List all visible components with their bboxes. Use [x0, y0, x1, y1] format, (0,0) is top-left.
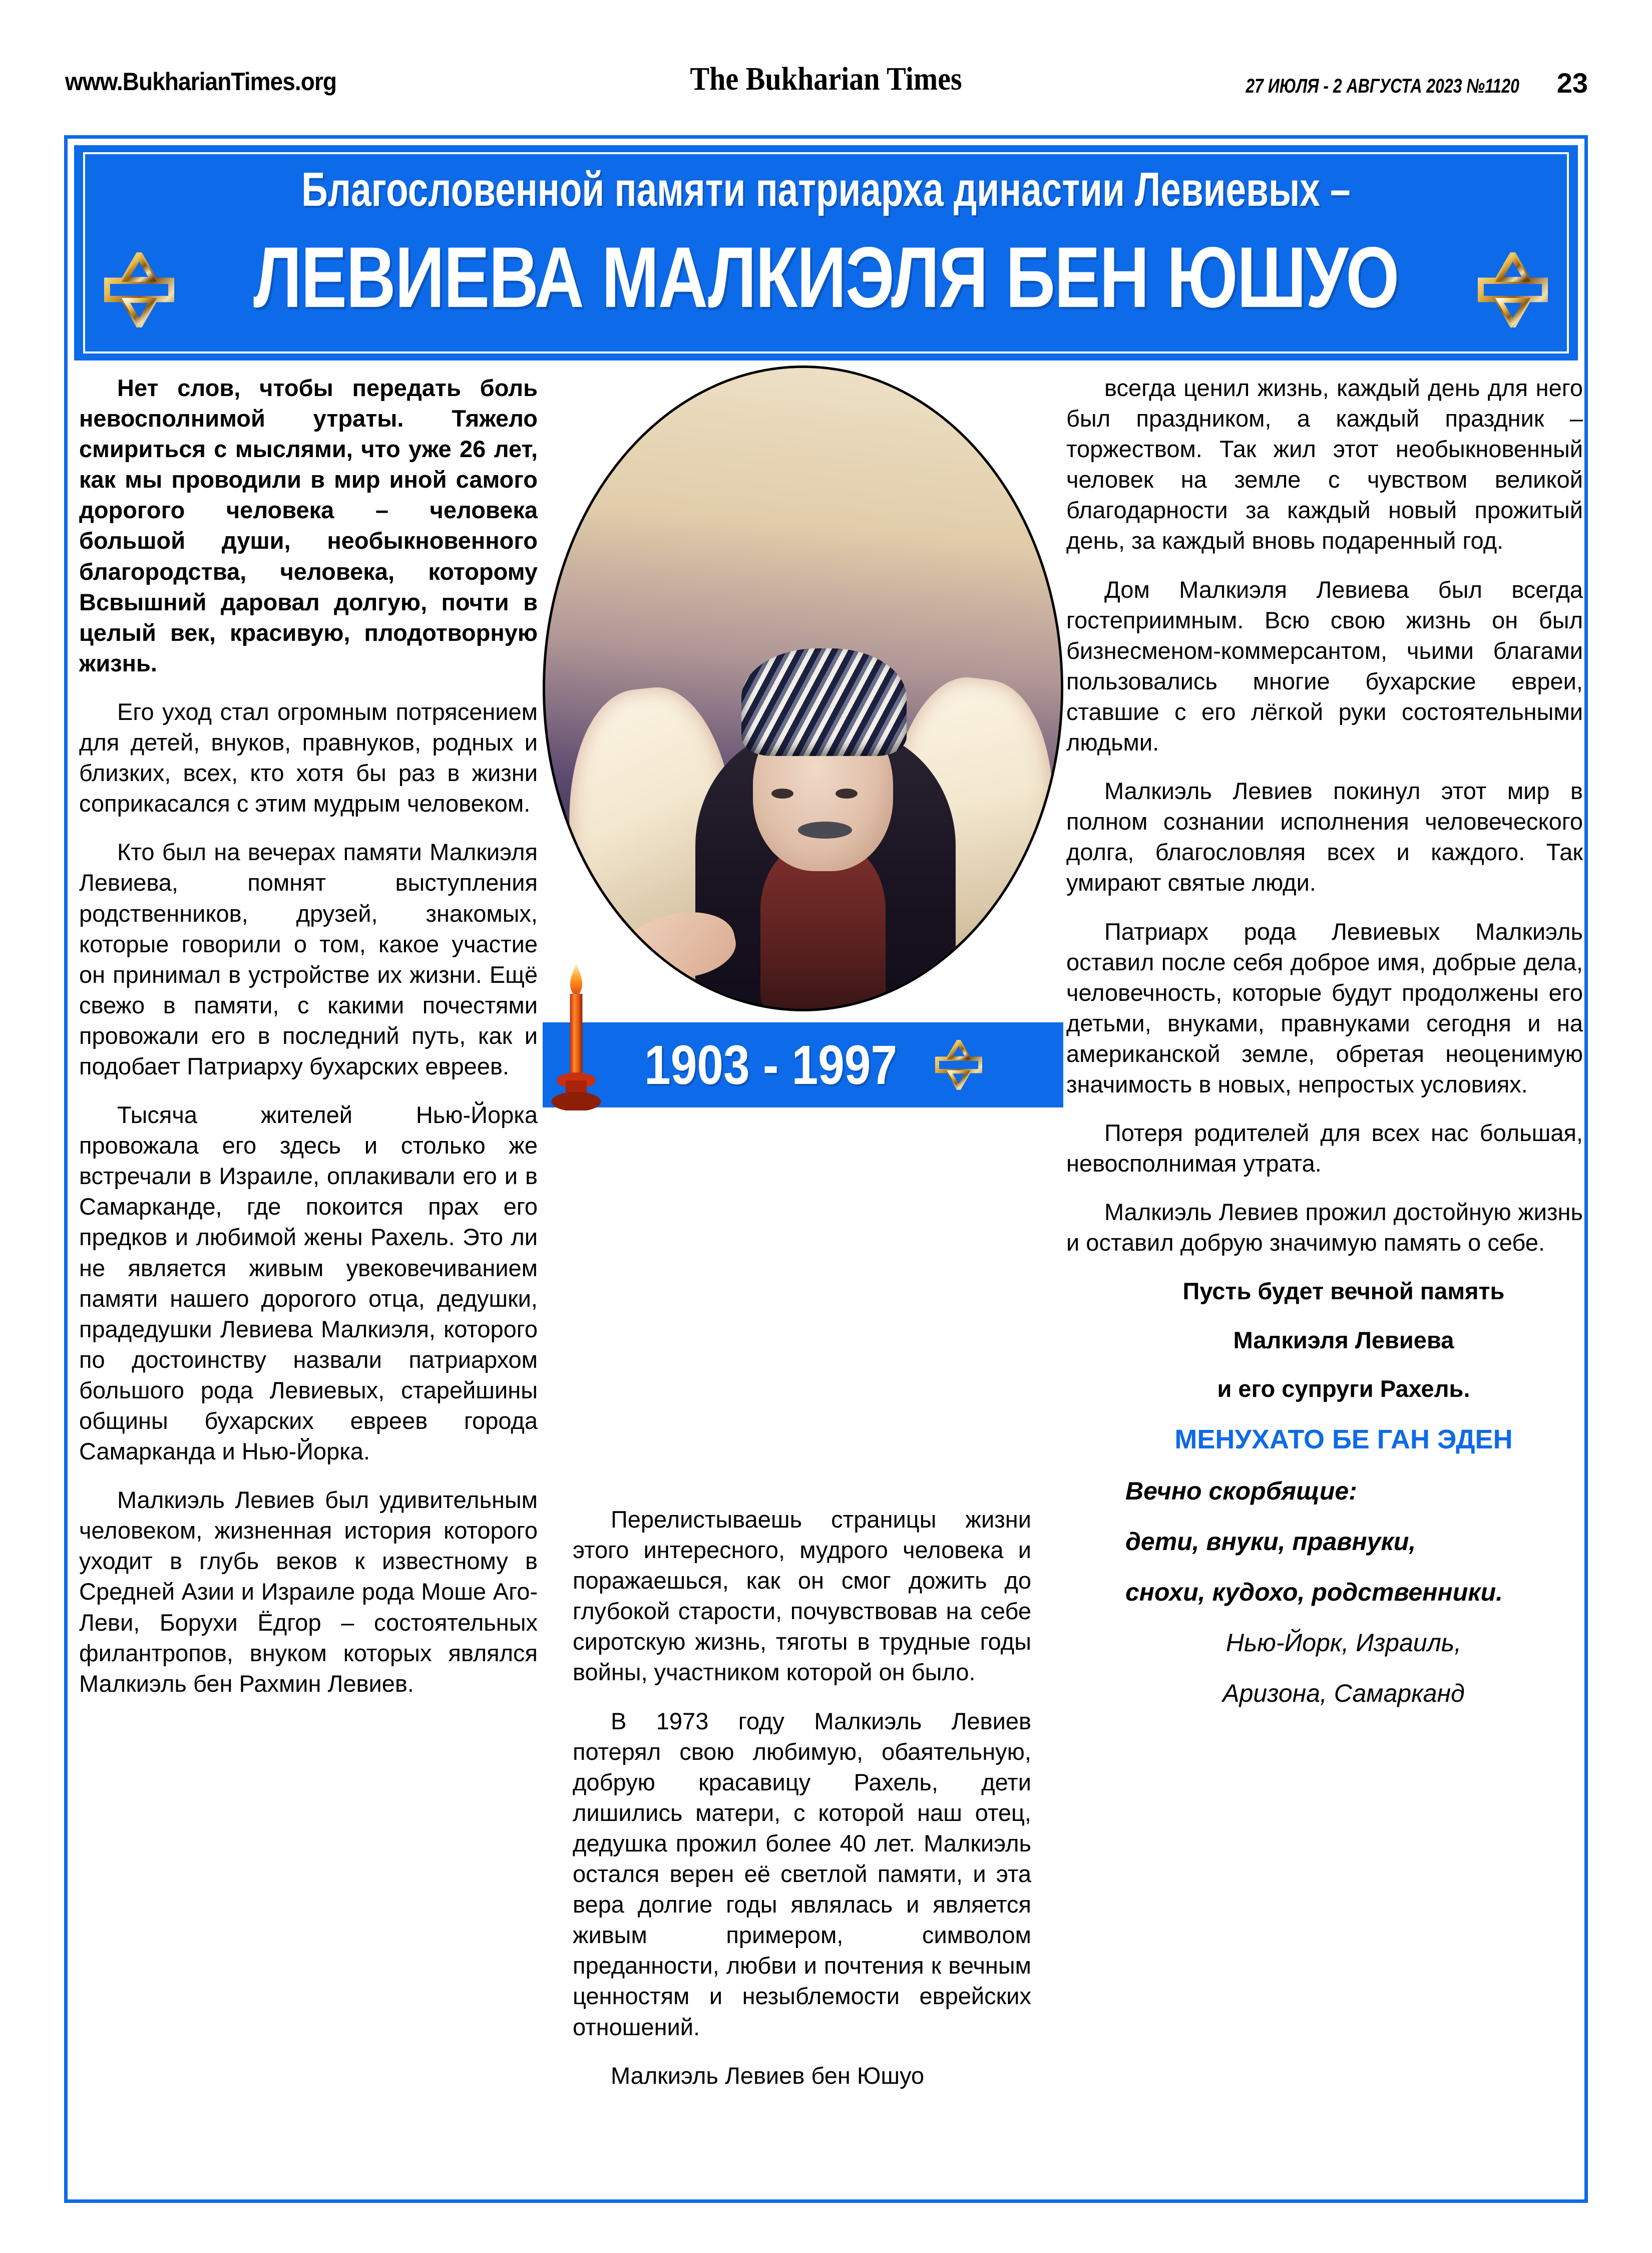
star-of-david-icon	[935, 1040, 982, 1090]
paragraph: Дом Малкиэля Левиева был всегда гостеприимным. Всю свою жизнь он был бизнесменом-коммерсантом, чьими благами пользовались многие бухарские евреи, ставшие с его лёгкой руки состоятельными людьми.	[1066, 576, 1583, 756]
memorial-title-banner	[74, 145, 1578, 360]
article-frame	[64, 135, 1588, 2203]
mourners-line-3: снохи, кудохо, родственники.	[1125, 1578, 1503, 1606]
text-column-3	[1066, 372, 1583, 1710]
banner-subtitle: Благословенной памяти патриарха династии Левиевых –	[301, 163, 1351, 216]
paragraph: Кто был на вечерах памяти Малкиэля Левиева, помнят выступления родственников, друзей, знакомых, которые говорили о том, какое участие он принимал в устройстве их жизни. Ещё свежо в памяти, с какими почестями провожали его в последний путь, как и подобает Патриарху бухарских евреев.	[79, 839, 538, 1079]
newspaper-title: The Bukharian Times	[690, 61, 962, 97]
paragraph: всегда ценил жизнь, каждый день для него был праздником, а каждый праздник – торжеством. Так жил этот необыкновенный человек на земле с чувством великой благодарности за каждый новый прожитый день, за каждый вновь подаренный год.	[1066, 374, 1583, 554]
website-url[interactable]: www.BukharianTimes.org	[65, 68, 337, 96]
menuhato-blessing: МЕНУХАТО БЕ ГАН ЭДЕН	[1174, 1424, 1513, 1454]
page-number: 23	[1556, 67, 1588, 99]
life-dates-banner	[543, 1022, 1063, 1107]
mourners-line-1: Вечно скорбящие:	[1125, 1476, 1357, 1505]
paragraph: Перелистываешь страницы жизни этого интересного, мудрого человека и поражаешься, как он смог дожить до глубокой старости, почувствовав на себе сиротскую жизнь, тяготы в трудные годы войны, участником которой он было.	[573, 1506, 1031, 1686]
paragraph: Тысяча жителей Нью-Йорка провожала его здесь и столько же встречали в Израиле, оплакивали его и в Самарканде, где покоится прах его предков и любимой жены Рахель. Это ли не является живым увековечиванием памяти нашего дорогого отца, дедушки, прадедушки Левиева Малкиэля, которого по достоинству назвали патриархом большого рода Левиевых, старейшины общины бухарских евреев города Самарканда и Нью-Йорка.	[79, 1101, 538, 1465]
paragraph: Малкиэль Левиев бен Юшуо	[611, 2062, 925, 2089]
subject-moustache	[798, 822, 852, 839]
closing-line-1: Пусть будет вечной память	[1182, 1278, 1505, 1305]
paragraph: Потеря родителей для всех нас большая, невосполнимая утрата.	[1066, 1119, 1583, 1177]
banner-name: ЛЕВИЕВА МАЛКИЭЛЯ БЕН ЮШУО	[253, 229, 1399, 325]
paragraph: Малкиэль Левиев прожил достойную жизнь и оставил добрую значимую память о себе.	[1066, 1199, 1583, 1256]
banner-inner-border	[83, 152, 1569, 353]
paragraph: Нет слов, чтобы передать боль невосполнимой утраты. Тяжело смириться с мыслями, что уже 26 лет, как мы проводили в мир иной самого дорогого человека – человека большой души, необыкновенного благородства, человека, которому Всвышний даровал долгую, почти в целый век, красивую, плодотворную жизнь.	[79, 374, 538, 676]
memorial-candle-icon	[549, 960, 604, 1110]
closing-line-2: Малкиэля Левиева	[1233, 1326, 1454, 1353]
paragraph: В 1973 году Малкиэль Левиев потерял свою любимую, обаятельную, добрую красавицу Рахель, дети лишились матери, с которой наш отец, дедушка прожил более 40 лет. Малкиэль остался верен её светлой памяти, и эта вера долгие годы являлась и является живым примером, символом преданности, любви и почтения к вечным ценностям и незыблемости еврейских отношений.	[573, 1707, 1031, 2040]
places-line-1: Нью-Йорк, Израиль,	[1225, 1628, 1462, 1657]
karakul-hat	[741, 648, 907, 756]
text-column-1	[79, 372, 538, 1699]
paragraph: Малкиэль Левиев был удивительным человеком, жизненная история которого уходит в глубь веков к известному в Средней Азии и Израиле рода Моше Аго-Леви, Борухи Ёдгор – состоятельных филантропов, внуком которых являлся Малкиэль бен Рахмин Левиев.	[79, 1486, 538, 1697]
issue-date: 27 ИЮЛЯ - 2 АВГУСТА 2023 №1120	[1246, 75, 1520, 97]
text-column-2	[573, 1504, 1031, 2091]
masthead	[0, 60, 1652, 105]
paragraph: Патриарх рода Левиевых Малкиэль оставил после себя доброе имя, добрые дела, человечность, которые будут продолжены его детьми, внуками, правнуками сегодня и на американской земле, обретая неоценимую значимость в новых, непростых условиях.	[1066, 918, 1583, 1097]
paragraph: Малкиэль Левиев покинул этот мир в полном сознании исполнения человеческого долга, благословляя всех и каждого. Так умирают святые люди.	[1066, 778, 1583, 896]
article-body	[74, 360, 1583, 2193]
subject-eye-right	[836, 789, 858, 799]
life-dates-text: 1903 - 1997	[644, 1034, 898, 1096]
places-line-2: Аризона, Самарканд	[1222, 1679, 1465, 1707]
subject-eye-left	[771, 789, 793, 799]
portrait-photo	[543, 365, 1063, 1011]
paragraph: Его уход стал огромным потрясением для детей, внуков, правнуков, родных и близких, всех, кто хотя бы раз в жизни соприкасался с этим мудрым человеком.	[79, 698, 538, 817]
star-of-david-icon	[104, 252, 174, 327]
issue-info	[1211, 69, 1588, 98]
closing-line-3: и его супруги Рахель.	[1217, 1375, 1470, 1402]
star-of-david-icon	[1478, 252, 1548, 327]
mourners-line-2: дети, внуки, правнуки,	[1125, 1527, 1416, 1556]
